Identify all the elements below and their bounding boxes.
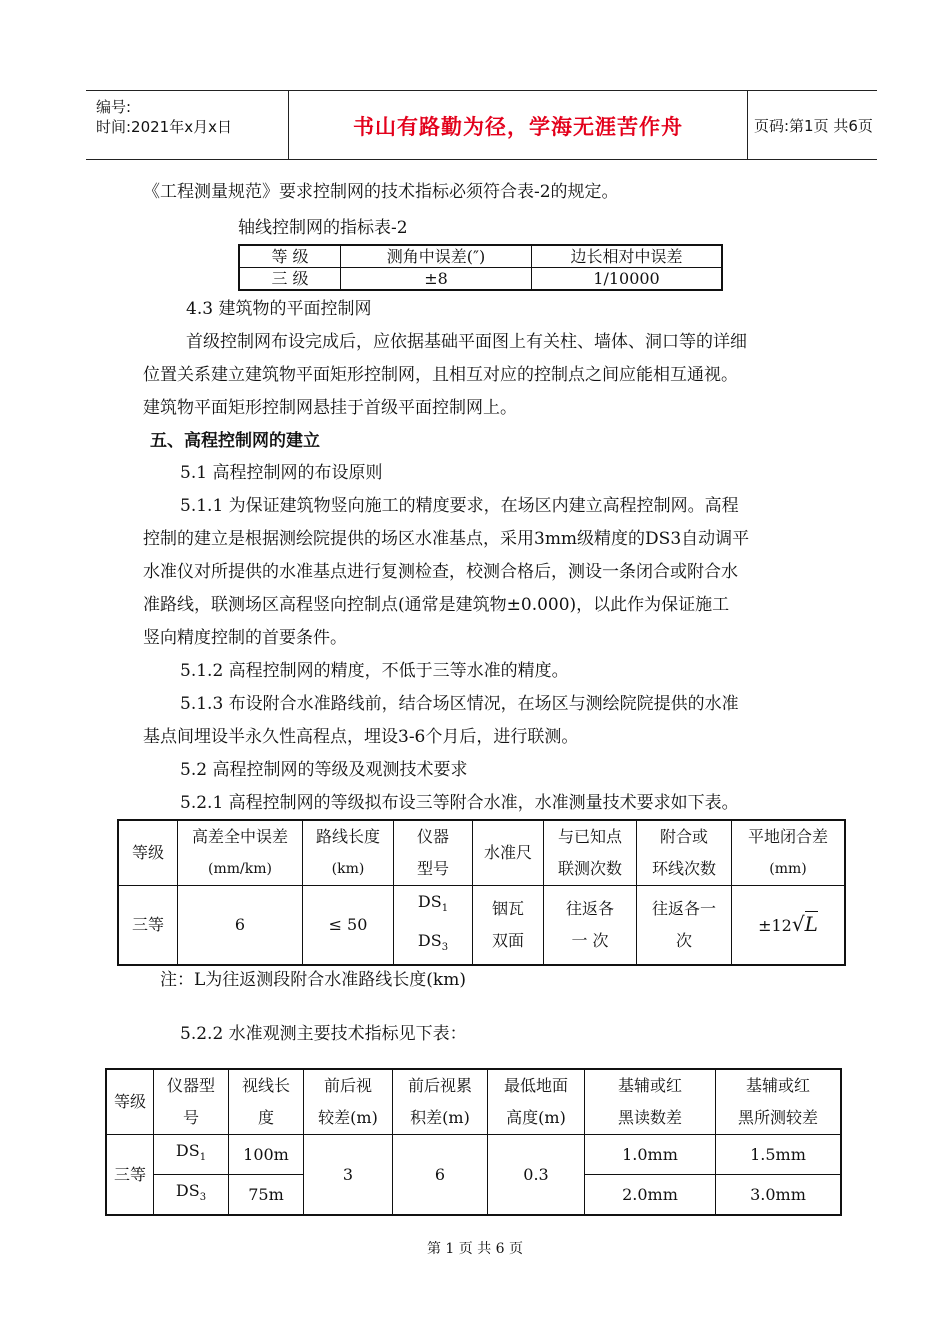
leveling-observation-table: [105, 1068, 842, 1216]
table-cell: 75m: [229, 1175, 304, 1216]
closure-formula-cell: [732, 886, 846, 966]
section-4-3-title: 4.3 建筑物的平面控制网: [186, 299, 372, 319]
paragraph-line: 竖向精度控制的首要条件。: [143, 628, 347, 648]
table-header-cell: [585, 1069, 716, 1135]
section-5-2-2-title: 5.2.2 水准观测主要技术指标见下表：: [180, 1024, 467, 1044]
table-header-cell: 等级: [118, 820, 178, 886]
table-row: [118, 886, 845, 966]
table-cell: 三 级: [239, 268, 341, 291]
header-text: 仪器型: [166, 1076, 215, 1095]
cell-text: 一 次: [571, 931, 609, 951]
table-cell: ≤ 50: [303, 886, 394, 966]
table-cell: ±8: [341, 268, 532, 291]
paragraph-line: 5.1.3 布设附合水准路线前，结合场区情况，在场区与测绘院院提供的水准: [180, 694, 739, 714]
time-label: 时间:2021年x月x日: [96, 118, 232, 136]
cell-text: 次: [675, 931, 692, 951]
table-cell: 0.3: [488, 1135, 585, 1216]
header-text: 路线长度: [315, 827, 380, 846]
table-cell: [394, 886, 473, 966]
header-text: 型号: [416, 859, 449, 878]
cell-text: 双面: [491, 931, 524, 951]
paragraph-line: 控制的建立是根据测绘院提供的场区水准基点，采用3mm级精度的DS3自动调平: [143, 529, 750, 549]
intro-paragraph: 《工程测量规范》要求控制网的技术指标必须符合表-2的规定。: [143, 182, 619, 202]
header-text: 高差全中误差: [191, 827, 288, 846]
page-footer: 第 1 页 共 6 页: [426, 1241, 524, 1257]
cell-text: 铟瓦: [491, 899, 524, 919]
table-cell: 1.0mm: [585, 1135, 716, 1175]
paragraph-line: 5.1.2 高程控制网的精度，不低于三等水准的精度。: [180, 661, 569, 681]
page-header: [86, 90, 877, 160]
header-text: 环线次数: [651, 859, 716, 878]
section-5-1-title: 5.1 高程控制网的布设原则: [180, 463, 383, 483]
table-cell: [637, 886, 732, 966]
table-header-cell: [393, 1069, 488, 1135]
sqrt-icon: √: [791, 912, 805, 937]
header-text: 号: [182, 1108, 199, 1127]
header-left: [86, 91, 288, 159]
header-text: 附合或: [659, 827, 708, 846]
header-text: 视线长: [241, 1076, 290, 1095]
header-text: 与已知点: [557, 827, 622, 846]
header-motto-cell: [288, 91, 748, 159]
header-text: 平地闭合差: [747, 827, 828, 846]
table2-caption: 轴线控制网的指标表-2: [238, 218, 408, 238]
table-cell: 2.0mm: [585, 1175, 716, 1216]
table-header-cell: [394, 820, 473, 886]
table-cell: 6: [393, 1135, 488, 1216]
table-cell: 三等: [118, 886, 178, 966]
axis-control-table: [238, 244, 723, 291]
header-text: 最低地面: [503, 1076, 568, 1095]
paragraph-line: 水准仪对所提供的水准基点进行复测检查，校测合格后，测设一条闭合或附合水: [143, 562, 738, 582]
header-text: 黑读数差: [617, 1108, 682, 1127]
paragraph-line: 位置关系建立建筑物平面矩形控制网，且相互对应的控制点之间应能相互通视。: [143, 365, 738, 385]
header-text: 较差(m): [318, 1108, 378, 1127]
motto: 书山有路勤为径，学海无涯苦作舟: [353, 115, 683, 139]
table-header-cell: [716, 1069, 842, 1135]
section-5-2-title: 5.2 高程控制网的等级及观测技术要求: [180, 760, 468, 780]
table-header-cell: [178, 820, 303, 886]
table-row: [106, 1069, 841, 1135]
table-cell: 6: [178, 886, 303, 966]
paragraph-line: 准路线，联测场区高程竖向控制点(通常是建筑物±0.000)，以此作为保证施工: [143, 595, 730, 615]
table-cell: 100m: [229, 1135, 304, 1175]
header-text: 前后视: [323, 1076, 372, 1095]
table-row: [118, 820, 845, 886]
header-unit: (mm/km): [208, 861, 272, 877]
table-cell: 1/10000: [532, 268, 723, 291]
table-cell: 三等: [106, 1135, 154, 1216]
table-row: [239, 245, 722, 268]
table-cell: [473, 886, 544, 966]
header-text: 黑所测较差: [737, 1108, 818, 1127]
table-header-cell: 测角中误差(″): [341, 245, 532, 268]
table-header-cell: 等 级: [239, 245, 341, 268]
cell-text: 往返各: [565, 899, 614, 919]
table-note: 注：L为往返测段附合水准路线长度(km): [160, 970, 466, 990]
table-header-cell: [637, 820, 732, 886]
table-header-cell: [732, 820, 846, 886]
table-row: [106, 1135, 841, 1175]
table-header-cell: [544, 820, 637, 886]
table-cell: $DS_1$: [154, 1135, 229, 1175]
table-header-cell: 边长相对中误差: [532, 245, 723, 268]
header-text: 仪器: [416, 827, 449, 846]
table-cell: $DS_3$: [154, 1175, 229, 1216]
table-header-cell: [488, 1069, 585, 1135]
table-header-cell: 等级: [106, 1069, 154, 1135]
header-text: 基辅或红: [617, 1076, 682, 1095]
section-5-title: 五、高程控制网的建立: [150, 431, 320, 451]
number-label: 编号:: [96, 98, 132, 116]
page-label: 页码:第1页 共6页: [754, 117, 873, 135]
table-cell: 3: [304, 1135, 393, 1216]
closure-prefix: ±12: [758, 916, 792, 936]
paragraph-line: 首级控制网布设完成后，应依据基础平面图上有关柱、墙体、洞口等的详细: [186, 332, 747, 352]
cell-text: 往返各一: [651, 899, 716, 919]
header-text: 基辅或红: [745, 1076, 810, 1095]
header-right: [746, 91, 877, 159]
instrument-1: $DS_1$: [417, 892, 449, 915]
table-cell: [544, 886, 637, 966]
table-header-cell: [303, 820, 394, 886]
header-text: 度: [257, 1108, 274, 1127]
table-header-cell: [229, 1069, 304, 1135]
paragraph-line: 5.2.1 高程控制网的等级拟布设三等附合水准，水准测量技术要求如下表。: [180, 793, 739, 813]
paragraph-line: 建筑物平面矩形控制网悬挂于首级平面控制网上。: [143, 398, 517, 418]
header-text: 积差(m): [410, 1108, 470, 1127]
leveling-requirements-table: [117, 819, 846, 966]
paragraph-line: 5.1.1 为保证建筑物竖向施工的精度要求，在场区内建立高程控制网。高程: [180, 496, 739, 516]
table-header-cell: [154, 1069, 229, 1135]
table-row: [239, 268, 722, 291]
closure-variable: L: [804, 912, 818, 937]
instrument-3: $DS_3$: [417, 931, 449, 954]
header-text: 前后视累: [407, 1076, 472, 1095]
table-cell: 1.5mm: [716, 1135, 842, 1175]
table-cell: 3.0mm: [716, 1175, 842, 1216]
table-header-cell: [304, 1069, 393, 1135]
header-unit: (km): [331, 861, 365, 877]
paragraph-line: 基点间埋设半永久性高程点，埋设3-6个月后，进行联测。: [143, 727, 579, 747]
header-text: 高度(m): [506, 1108, 566, 1127]
header-unit: (mm): [769, 861, 807, 877]
table-header-cell: 水准尺: [473, 820, 544, 886]
header-text: 联测次数: [557, 859, 622, 878]
